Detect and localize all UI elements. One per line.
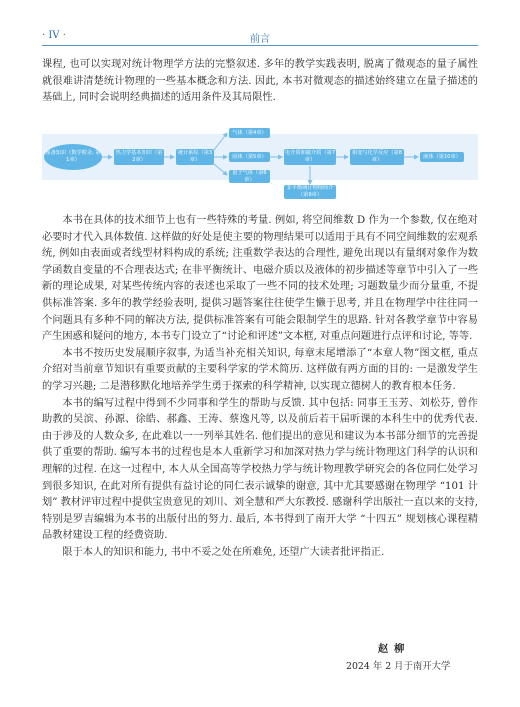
intro-text <box>42 57 478 107</box>
node-nonequilibrium: 非平衡统计物理简介（第9章） <box>284 185 336 199</box>
node-dielectrics: 电介质和磁介质（第7章） <box>285 150 335 163</box>
paragraph-people-boxes: 本书不按历史发展顺序叙事, 为适当补充相关知识, 每章末尾增添了“本章人物”图文框, 重点介绍对当前章节知识有重要贡献的主要科学家的学术简历. 这样做有两方面的目的: 一是激发学生的学习兴趣; 二是潜移默化地培养学生勇于探索的科学精神, 以实现立德树人的教育根本任务. <box>42 347 478 392</box>
node-ensembles: 统计系综（第3章） <box>177 150 213 163</box>
page-number: · IV · <box>42 30 66 41</box>
node-liquids: 液体（第10章） <box>420 152 464 162</box>
diagram-arrows <box>42 128 478 208</box>
running-header <box>42 30 478 46</box>
node-thermodynamics: 热力学基本知识（第2章） <box>115 150 163 163</box>
section-title: 前言 <box>250 34 270 45</box>
node-gases: 气体（第4章） <box>229 128 270 138</box>
paragraph-closing: 限于本人的知识和能力, 书中不妥之处在所难免, 还望广大读者批评指正. <box>62 546 385 558</box>
arrow-3-6 <box>214 164 227 175</box>
intro-paragraph: 课程, 也可以实现对统计物理学方法的完整叙述. 多年的教学实践表明, 脱离了微观态的量子属性就很难讲清楚统计物理的一些基本概念和方法. 因此, 本书对微观态的描述始终建立在量子描述的基础上, 同时会说明经典描述的适用条件及其局限性. <box>42 59 478 104</box>
author-signature: 赵柳 <box>378 643 411 655</box>
body-text <box>42 213 478 561</box>
node-solids: 固体（第5章） <box>229 152 270 162</box>
node-quantum-gases: 量子气体（第6章） <box>229 170 270 183</box>
paragraph-acknowledgements: 本书的编写过程中得到不少同事和学生的帮助与反馈. 其中包括: 同事王玉芳、刘松芬, 曾作助教的吴滨、孙源、徐皓、郝鑫、王涛、蔡逸凡等, 以及前后若干届听课的本科生中的优秀代表. 由于涉及的人数众多, 在此难以一一列举其姓名. 他们提出的意见和建议为本书部分细节的完善提供了重要的帮助. 编写本书的过程也是本人重新学习和加深对热力学与统计物理这门科学的认识和理解的过程. 在这一过程中, 本人从全国高等学校热力学与统计物理教学研究会的各位同仁处学习到很多知识, 在此对所有提供有益讨论的同仁表示诚挚的谢意, 其中尤其要感谢在物理学 “101 计划” 教材评审过程中提供宝贵意见的刘川、刘全慧和严大东教授. 感谢科学出版社一直以来的支持, 特别是罗吉编辑为本书的出版付出的努力. 最后, 本书得到了南开大学 “十四五” 规划核心课程精品教材建设工程的经费资助. <box>42 397 478 542</box>
header-rule <box>42 45 478 46</box>
arrow-3-4 <box>214 133 227 150</box>
node-phase-transitions: 相变与化学反应（第8章） <box>352 150 402 163</box>
node-prerequisites: 预备知识（数学附录, 第1章） <box>44 144 102 170</box>
paragraph-technical: 本书在具体的技术细节上也有一些特殊的考量. 例如, 将空间维数 D 作为一个参数, 仅在绝对必要时才代入具体数值. 这样做的好处是使主要的物理结果可以适用于具有不同空间维数的宏观系统, 例如由表面或者线型材料构成的系统; 注重数学表达的合理性, 避免出现以有量纲对象作为数学函数自变量的不合理表达式; 在非平衡统计、电磁介质以及液体的初步描述等章节中引入了一些新的理论成果, 对某些传统内容的表述也采取了一些不同的技术处理; 习题数量少而分量重, 不提供标准答案. 多年的教学经验表明, 提供习题答案往往使学生懒于思考, 并且在物理学中往往同一个问题具有多种不同的解决方法, 提供标准答案有可能会限制学生的思路. 针对各教学章节中容易产生困惑和疑问的地方, 本书专门设立了“讨论和评述”文本框, 对重点问题进行点评和讨论, 等等. <box>42 215 478 343</box>
signature-date: 2024 年 2 月于南开大学 <box>346 661 451 672</box>
chapter-flow-diagram <box>42 128 478 208</box>
